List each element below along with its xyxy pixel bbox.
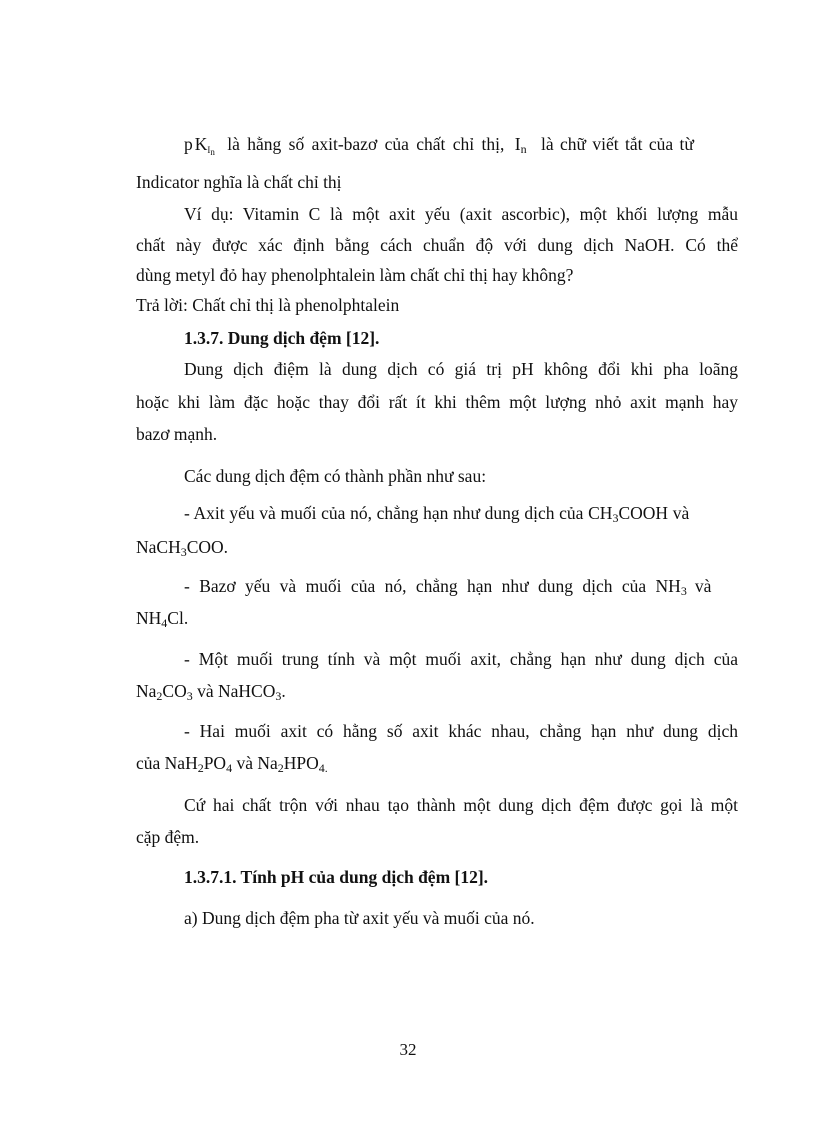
paragraph-line: a) Dung dịch đệm pha từ axit yếu và muối của nó. (184, 908, 535, 928)
paragraph-line: dùng metyl đỏ hay phenolphtalein làm chất chỉ thị hay không? (136, 265, 574, 285)
formula-text: HPO (283, 753, 319, 773)
subscript: 4 (226, 761, 233, 775)
formula-text: và NaHCO (197, 681, 276, 701)
paragraph-line-pk-definition (184, 133, 738, 155)
paragraph-line: Ví dụ: Vitamin C là một axit yếu (axit ascorbic), một khối lượng mẫu (184, 204, 738, 224)
subscript: 3 (612, 511, 619, 525)
subscript: 4. (318, 761, 328, 775)
list-item-weak-base (184, 575, 738, 597)
list-item-continuation (136, 752, 328, 774)
paragraph-line: Indicator nghĩa là chất chỉ thị (136, 172, 342, 192)
formula-text: và Na (236, 753, 278, 773)
formula-text: CO (162, 681, 187, 701)
formula-text: PO (203, 753, 227, 773)
list-item-continuation (136, 680, 286, 702)
subscript: 3 (180, 545, 187, 559)
formula-text: của NaH (136, 753, 198, 773)
indicator-sub-n: n (520, 142, 527, 156)
formula-text: COO. (186, 537, 229, 557)
paragraph-line: cặp đệm. (136, 827, 200, 847)
list-item-text: COOH và (618, 503, 690, 523)
indicator-symbol-i: I (514, 134, 521, 154)
list-item-weak-acid (184, 502, 738, 524)
list-item-continuation (136, 536, 228, 558)
subscript: 2 (197, 761, 204, 775)
list-item-continuation (136, 607, 188, 629)
subscript: 3 (186, 689, 193, 703)
pk-definition-text: là hằng số axit-bazơ của chất chỉ thị, (227, 134, 505, 154)
formula-text: . (281, 681, 286, 701)
page-number: 32 (399, 1040, 417, 1059)
pk-sub-i: I (207, 145, 211, 155)
subscript: 2 (156, 689, 163, 703)
list-item-acid-salts: - Hai muối axit có hằng số axit khác nhau, chẳng hạn như dung dịch (184, 721, 738, 741)
formula-text: Cl. (167, 608, 189, 628)
subscript: 4 (161, 616, 168, 630)
formula-text: NaCH (136, 537, 181, 557)
paragraph-line: chất này được xác định bằng cách chuẩn độ với dung dịch NaOH. Có thể (136, 235, 738, 255)
paragraph-line: Dung dịch điệm là dung dịch có giá trị pH không đổi khi pha loãng (184, 359, 738, 379)
section-heading: 1.3.7. Dung dịch đệm [12]. (184, 328, 380, 348)
formula-text: NH (136, 608, 162, 628)
pk-symbol-k: K (194, 134, 208, 154)
paragraph-line: hoặc khi làm đặc hoặc thay đổi rất ít khi thêm một lượng nhỏ axit mạnh hay (136, 392, 738, 412)
list-item-text: - Bazơ yếu và muối của nó, chẳng hạn như dung dịch của NH (184, 576, 681, 596)
pk-subsub-n: n (210, 147, 215, 157)
paragraph-line: Các dung dịch đệm có thành phần như sau: (184, 466, 487, 486)
paragraph-line: bazơ mạnh. (136, 424, 218, 444)
subsection-heading: 1.3.7.1. Tính pH của dung dịch đệm [12]. (184, 867, 489, 887)
subscript: 3 (275, 689, 282, 703)
indicator-abbrev-text: là chữ viết tắt của từ (540, 134, 694, 154)
paragraph-line: Cứ hai chất trộn với nhau tạo thành một dung dịch đệm được gọi là một (184, 795, 738, 815)
pk-symbol-p: p (184, 134, 193, 154)
paragraph-line: Trả lời: Chất chỉ thị là phenolphtalein (136, 295, 400, 315)
list-item-text: - Axit yếu và muối của nó, chẳng hạn như dung dịch của CH (184, 503, 613, 523)
subscript: 2 (277, 761, 284, 775)
formula-text: Na (136, 681, 157, 701)
subscript: 3 (680, 584, 687, 598)
list-item-text: và (694, 576, 712, 596)
list-item-neutral-salt: - Một muối trung tính và một muối axit, chẳng hạn như dung dịch của (184, 649, 738, 669)
